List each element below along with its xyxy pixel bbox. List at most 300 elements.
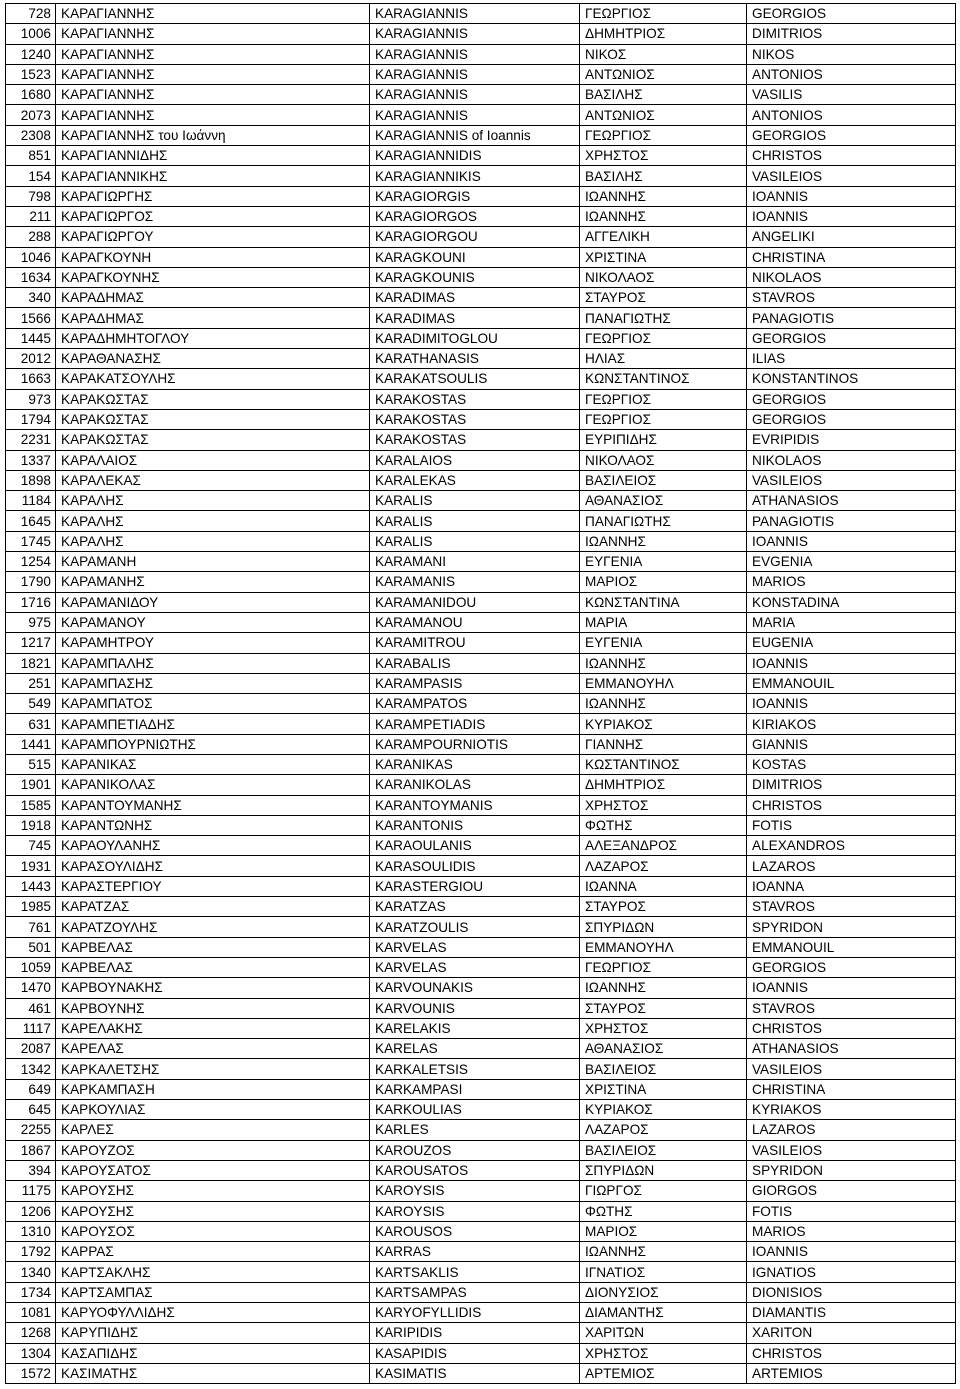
surname-latin-cell: KARELAKIS [370,1018,580,1038]
table-row [6,1039,956,1059]
surname-latin-cell: KARTSAKLIS [370,1262,580,1282]
id-cell: 1304 [6,1343,56,1363]
surname-greek-cell: ΚΑΡΑΓΚΟΥΝΗΣ [56,267,370,287]
firstname-greek-cell: ΑΘΑΝΑΣΙΟΣ [580,1039,747,1059]
table-row [6,897,956,917]
surname-latin-cell: KARADIMAS [370,288,580,308]
firstname-latin-cell: FOTIS [747,815,956,835]
id-cell: 1441 [6,734,56,754]
surname-greek-cell: ΚΑΡΟΥΣΗΣ [56,1181,370,1201]
firstname-greek-cell: ΙΩΑΝΝΗΣ [580,1242,747,1262]
surname-greek-cell: ΚΑΡΑΓΙΩΡΓΟΣ [56,206,370,226]
id-cell: 515 [6,754,56,774]
firstname-latin-cell: IOANNIS [747,653,956,673]
surname-greek-cell: ΚΑΡΑΜΠΕΤΙΑΔΗΣ [56,714,370,734]
firstname-latin-cell: XARITON [747,1323,956,1343]
surname-latin-cell: KARATZOULIS [370,917,580,937]
firstname-latin-cell: KYRIAKOS [747,1100,956,1120]
surname-greek-cell: ΚΑΡΑΛΕΚΑΣ [56,470,370,490]
surname-latin-cell: KARAKOSTAS [370,389,580,409]
firstname-latin-cell: GEORGIOS [747,4,956,24]
table-row [6,795,956,815]
firstname-latin-cell: VASILIS [747,85,956,105]
firstname-greek-cell: ΜΑΡΙΟΣ [580,1221,747,1241]
surname-greek-cell: ΚΑΡΑΔΗΜΗΤΟΓΛΟΥ [56,328,370,348]
surname-latin-cell: KARATHANASIS [370,349,580,369]
firstname-greek-cell: ΧΑΡΙΤΩΝ [580,1323,747,1343]
surname-greek-cell: ΚΑΡΑΓΙΑΝΝΗΣ [56,85,370,105]
firstname-greek-cell: ΑΛΕΞΑΝΔΡΟΣ [580,836,747,856]
table-row [6,1221,956,1241]
surname-latin-cell: KARLES [370,1120,580,1140]
firstname-greek-cell: ΒΑΣΙΛΗΣ [580,166,747,186]
firstname-greek-cell: ΠΑΝΑΓΙΩΤΗΣ [580,511,747,531]
surname-greek-cell: ΚΑΡΑΛΑΙΟΣ [56,450,370,470]
surname-latin-cell: KARAGIORGOS [370,206,580,226]
names-table [5,3,956,1384]
surname-greek-cell: ΚΑΡΑΛΗΣ [56,511,370,531]
id-cell: 1059 [6,957,56,977]
table-row [6,815,956,835]
firstname-greek-cell: ΕΥΡΙΠΙΔΗΣ [580,430,747,450]
firstname-latin-cell: ATHANASIOS [747,491,956,511]
id-cell: 1240 [6,44,56,64]
surname-greek-cell: ΚΑΡΕΛΑΚΗΣ [56,1018,370,1038]
firstname-greek-cell: ΝΙΚΟΣ [580,44,747,64]
firstname-greek-cell: ΧΡΗΣΤΟΣ [580,1018,747,1038]
firstname-greek-cell: ΕΜΜΑΝΟΥΗΛ [580,673,747,693]
id-cell: 649 [6,1079,56,1099]
id-cell: 1046 [6,247,56,267]
surname-latin-cell: KAROUSOS [370,1221,580,1241]
table-row [6,531,956,551]
firstname-greek-cell: ΒΑΣΙΛΕΙΟΣ [580,1059,747,1079]
firstname-latin-cell: VASILEIOS [747,166,956,186]
surname-latin-cell: KARELAS [370,1039,580,1059]
table-row [6,653,956,673]
firstname-greek-cell: ΔΙΟΝΥΣΙΟΣ [580,1282,747,1302]
surname-greek-cell: ΚΑΡΑΓΙΑΝΝΙΚΗΣ [56,166,370,186]
firstname-latin-cell: STAVROS [747,998,956,1018]
firstname-latin-cell: ANTONIOS [747,64,956,84]
firstname-greek-cell: ΓΕΩΡΓΙΟΣ [580,957,747,977]
firstname-greek-cell: ΣΤΑΥΡΟΣ [580,998,747,1018]
surname-greek-cell: ΚΑΡΚΟΥΛΙΑΣ [56,1100,370,1120]
firstname-latin-cell: MARIA [747,612,956,632]
firstname-latin-cell: IOANNIS [747,978,956,998]
surname-latin-cell: KARAMANIDOU [370,592,580,612]
id-cell: 1081 [6,1303,56,1323]
table-row [6,105,956,125]
firstname-greek-cell: ΚΩΝΣΤΑΝΤΙΝΑ [580,592,747,612]
table-body [6,4,956,1384]
firstname-greek-cell: ΚΩΝΣΤΑΝΤΙΝΟΣ [580,369,747,389]
firstname-greek-cell: ΝΙΚΟΛΑΟΣ [580,450,747,470]
firstname-greek-cell: ΓΙΩΡΓΟΣ [580,1181,747,1201]
table-row [6,1140,956,1160]
surname-greek-cell: ΚΑΡΑΔΗΜΑΣ [56,288,370,308]
firstname-greek-cell: ΛΑΖΑΡΟΣ [580,1120,747,1140]
surname-greek-cell: ΚΑΣΑΠΙΔΗΣ [56,1343,370,1363]
id-cell: 394 [6,1160,56,1180]
table-row [6,146,956,166]
firstname-greek-cell: ΙΩΑΝΝΗΣ [580,694,747,714]
surname-greek-cell: ΚΑΡΟΥΣΑΤΟΣ [56,1160,370,1180]
firstname-latin-cell: NIKOLAOS [747,450,956,470]
firstname-latin-cell: EMMANOUIL [747,673,956,693]
table-row [6,450,956,470]
surname-latin-cell: KARADIMITOGLOU [370,328,580,348]
id-cell: 1585 [6,795,56,815]
firstname-greek-cell: ΓΕΩΡΓΙΟΣ [580,125,747,145]
id-cell: 631 [6,714,56,734]
table-row [6,1059,956,1079]
surname-latin-cell: KARAMANI [370,552,580,572]
id-cell: 1821 [6,653,56,673]
firstname-greek-cell: ΚΥΡΙΑΚΟΣ [580,1100,747,1120]
firstname-latin-cell: GEORGIOS [747,125,956,145]
table-row [6,288,956,308]
surname-latin-cell: KARVELAS [370,957,580,977]
firstname-latin-cell: GEORGIOS [747,957,956,977]
surname-latin-cell: KASIMATIS [370,1363,580,1383]
surname-greek-cell: ΚΑΡΒΟΥΝΗΣ [56,998,370,1018]
surname-greek-cell: ΚΑΡΑΤΖΟΥΛΗΣ [56,917,370,937]
firstname-greek-cell: ΔΗΜΗΤΡΙΟΣ [580,24,747,44]
surname-latin-cell: KAROUZOS [370,1140,580,1160]
id-cell: 2308 [6,125,56,145]
id-cell: 645 [6,1100,56,1120]
surname-greek-cell: ΚΑΡΑΟΥΛΑΝΗΣ [56,836,370,856]
table-row [6,1160,956,1180]
firstname-latin-cell: CHRISTOS [747,146,956,166]
firstname-greek-cell: ΦΩΤΗΣ [580,815,747,835]
surname-greek-cell: ΚΑΡΡΑΣ [56,1242,370,1262]
table-row [6,1282,956,1302]
table-row [6,1303,956,1323]
table-row [6,1323,956,1343]
id-cell: 1566 [6,308,56,328]
firstname-greek-cell: ΙΩΑΝΝΗΣ [580,186,747,206]
surname-latin-cell: KARAMANOU [370,612,580,632]
surname-greek-cell: ΚΑΡΟΥΣΗΣ [56,1201,370,1221]
firstname-latin-cell: IOANNA [747,876,956,896]
surname-latin-cell: KARAGKOUNI [370,247,580,267]
table-row [6,1242,956,1262]
surname-latin-cell: KARVOUNAKIS [370,978,580,998]
surname-latin-cell: KARKAMPASI [370,1079,580,1099]
firstname-latin-cell: DIMITRIOS [747,775,956,795]
surname-greek-cell: ΚΑΡΑΚΩΣΤΑΣ [56,389,370,409]
firstname-latin-cell: NIKOS [747,44,956,64]
firstname-greek-cell: ΓΕΩΡΓΙΟΣ [580,409,747,429]
firstname-greek-cell: ΙΓΝΑΤΙΟΣ [580,1262,747,1282]
surname-latin-cell: KARKOULIAS [370,1100,580,1120]
table-row [6,734,956,754]
surname-greek-cell: ΚΑΡΑΣΟΥΛΙΔΗΣ [56,856,370,876]
surname-greek-cell: ΚΑΡΑΝΙΚΑΣ [56,754,370,774]
firstname-latin-cell: EMMANOUIL [747,937,956,957]
surname-greek-cell: ΚΑΡΑΓΙΑΝΝΗΣ του Ιωάννη [56,125,370,145]
firstname-greek-cell: ΦΩΤΗΣ [580,1201,747,1221]
id-cell: 745 [6,836,56,856]
surname-latin-cell: KARASTERGIOU [370,876,580,896]
table-row [6,876,956,896]
surname-latin-cell: KARYOFYLLIDIS [370,1303,580,1323]
id-cell: 1184 [6,491,56,511]
firstname-greek-cell: ΣΤΑΥΡΟΣ [580,288,747,308]
table-row [6,24,956,44]
id-cell: 1523 [6,64,56,84]
id-cell: 1745 [6,531,56,551]
id-cell: 1716 [6,592,56,612]
id-cell: 1206 [6,1201,56,1221]
surname-greek-cell: ΚΑΡΑΓΚΟΥΝΗ [56,247,370,267]
surname-greek-cell: ΚΑΡΟΥΣΟΣ [56,1221,370,1241]
surname-greek-cell: ΚΑΡΑΣΤΕΡΓΙΟΥ [56,876,370,896]
surname-latin-cell: KARAMPASIS [370,673,580,693]
firstname-latin-cell: CHRISTINA [747,1079,956,1099]
surname-latin-cell: KARAMANIS [370,572,580,592]
firstname-latin-cell: DIAMANTIS [747,1303,956,1323]
firstname-greek-cell: ΙΩΑΝΝΗΣ [580,531,747,551]
surname-greek-cell: ΚΑΡΑΜΠΑΛΗΣ [56,653,370,673]
firstname-latin-cell: GIANNIS [747,734,956,754]
firstname-greek-cell: ΜΑΡΙΟΣ [580,572,747,592]
surname-greek-cell: ΚΑΡΑΓΙΑΝΝΗΣ [56,64,370,84]
table-row [6,186,956,206]
id-cell: 2073 [6,105,56,125]
surname-greek-cell: ΚΑΡΚΑΜΠΑΣΗ [56,1079,370,1099]
surname-latin-cell: KARAGIORGOU [370,227,580,247]
surname-latin-cell: KARALIS [370,491,580,511]
firstname-latin-cell: KONSTANTINOS [747,369,956,389]
surname-greek-cell: ΚΑΡΑΚΑΤΣΟΥΛΗΣ [56,369,370,389]
id-cell: 1645 [6,511,56,531]
firstname-latin-cell: EUGENIA [747,633,956,653]
firstname-greek-cell: ΒΑΣΙΛΕΙΟΣ [580,1140,747,1160]
firstname-latin-cell: ANGELIKI [747,227,956,247]
surname-greek-cell: ΚΑΡΑΜΠΑΣΗΣ [56,673,370,693]
surname-latin-cell: KARAMPATOS [370,694,580,714]
surname-latin-cell: KARAGIANNIS [370,85,580,105]
firstname-greek-cell: ΙΩΑΝΝΗΣ [580,978,747,998]
table-row [6,64,956,84]
surname-greek-cell: ΚΑΡΑΜΑΝΟΥ [56,612,370,632]
surname-greek-cell: ΚΑΡΥΟΦΥΛΛΙΔΗΣ [56,1303,370,1323]
surname-latin-cell: KARABALIS [370,653,580,673]
firstname-latin-cell: PANAGIOTIS [747,511,956,531]
surname-latin-cell: KARALIS [370,531,580,551]
firstname-latin-cell: NIKOLAOS [747,267,956,287]
id-cell: 1342 [6,1059,56,1079]
table-row [6,166,956,186]
firstname-latin-cell: DIMITRIOS [747,24,956,44]
firstname-latin-cell: EVGENIA [747,552,956,572]
firstname-latin-cell: MARIOS [747,1221,956,1241]
firstname-latin-cell: IGNATIOS [747,1262,956,1282]
firstname-latin-cell: GEORGIOS [747,409,956,429]
firstname-latin-cell: ILIAS [747,349,956,369]
table-row [6,694,956,714]
firstname-greek-cell: ΑΡΤΕΜΙΟΣ [580,1363,747,1383]
table-row [6,633,956,653]
table-row [6,308,956,328]
surname-latin-cell: KARVOUNIS [370,998,580,1018]
firstname-latin-cell: DIONISIOS [747,1282,956,1302]
firstname-greek-cell: ΧΡΗΣΤΟΣ [580,146,747,166]
id-cell: 1310 [6,1221,56,1241]
id-cell: 973 [6,389,56,409]
id-cell: 154 [6,166,56,186]
table-row [6,1100,956,1120]
firstname-latin-cell: SPYRIDON [747,1160,956,1180]
surname-greek-cell: ΚΑΡΑΓΙΩΡΓΟΥ [56,227,370,247]
firstname-greek-cell: ΚΩΣΤΑΝΤΙΝΟΣ [580,754,747,774]
surname-greek-cell: ΚΑΡΑΓΙΑΝΝΙΔΗΣ [56,146,370,166]
firstname-greek-cell: ΚΥΡΙΑΚΟΣ [580,714,747,734]
firstname-latin-cell: GEORGIOS [747,389,956,409]
id-cell: 1901 [6,775,56,795]
firstname-latin-cell: IOANNIS [747,694,956,714]
surname-greek-cell: ΚΑΡΑΜΑΝΗΣ [56,572,370,592]
surname-latin-cell: KARAGIANNIS [370,44,580,64]
surname-greek-cell: ΚΑΡΛΕΣ [56,1120,370,1140]
surname-greek-cell: ΚΑΡΑΤΖΑΣ [56,897,370,917]
id-cell: 251 [6,673,56,693]
id-cell: 1931 [6,856,56,876]
firstname-greek-cell: ΙΩΑΝΝΑ [580,876,747,896]
surname-greek-cell: ΚΑΡΒΟΥΝΑΚΗΣ [56,978,370,998]
table-row [6,917,956,937]
firstname-greek-cell: ΧΡΙΣΤΙΝΑ [580,247,747,267]
firstname-latin-cell: VASILEIOS [747,470,956,490]
id-cell: 975 [6,612,56,632]
firstname-greek-cell: ΓΕΩΡΓΙΟΣ [580,328,747,348]
surname-greek-cell: ΚΑΡΕΛΑΣ [56,1039,370,1059]
id-cell: 549 [6,694,56,714]
table-row [6,389,956,409]
surname-greek-cell: ΚΑΡΑΓΙΑΝΝΗΣ [56,105,370,125]
surname-latin-cell: KARAKATSOULIS [370,369,580,389]
firstname-latin-cell: VASILEIOS [747,1140,956,1160]
surname-latin-cell: KARAMPETIADIS [370,714,580,734]
firstname-latin-cell: LAZAROS [747,1120,956,1140]
firstname-greek-cell: ΝΙΚΟΛΑΟΣ [580,267,747,287]
surname-latin-cell: KARAMPOURNIOTIS [370,734,580,754]
surname-greek-cell: ΚΑΡΑΚΩΣΤΑΣ [56,409,370,429]
firstname-latin-cell: SPYRIDON [747,917,956,937]
surname-latin-cell: KARAGKOUNIS [370,267,580,287]
firstname-latin-cell: STAVROS [747,897,956,917]
id-cell: 1898 [6,470,56,490]
id-cell: 1443 [6,876,56,896]
id-cell: 1572 [6,1363,56,1383]
surname-latin-cell: KARAGIANNIDIS [370,146,580,166]
table-row [6,754,956,774]
table-row [6,978,956,998]
surname-greek-cell: ΚΑΡΑΜΠΟΥΡΝΙΩΤΗΣ [56,734,370,754]
table-row [6,1262,956,1282]
surname-latin-cell: KARAGIANNIS [370,105,580,125]
surname-latin-cell: KARAGIANNIS [370,4,580,24]
firstname-greek-cell: ΣΤΑΥΡΟΣ [580,897,747,917]
id-cell: 1340 [6,1262,56,1282]
table-row [6,937,956,957]
firstname-latin-cell: KOSTAS [747,754,956,774]
firstname-latin-cell: CHRISTINA [747,247,956,267]
table-row [6,4,956,24]
firstname-latin-cell: FOTIS [747,1201,956,1221]
firstname-latin-cell: ATHANASIOS [747,1039,956,1059]
surname-greek-cell: ΚΑΡΑΝΙΚΟΛΑΣ [56,775,370,795]
firstname-greek-cell: ΑΝΤΩΝΙΟΣ [580,64,747,84]
firstname-greek-cell: ΔΗΜΗΤΡΙΟΣ [580,775,747,795]
table-row [6,572,956,592]
firstname-latin-cell: ARTEMIOS [747,1363,956,1383]
table-row [6,125,956,145]
table-row [6,856,956,876]
id-cell: 501 [6,937,56,957]
id-cell: 211 [6,206,56,226]
surname-latin-cell: KARAOULANIS [370,836,580,856]
surname-greek-cell: ΚΑΣΙΜΑΤΗΣ [56,1363,370,1383]
firstname-latin-cell: IOANNIS [747,206,956,226]
id-cell: 1470 [6,978,56,998]
id-cell: 461 [6,998,56,1018]
table-row [6,409,956,429]
firstname-greek-cell: ΑΘΑΝΑΣΙΟΣ [580,491,747,511]
surname-greek-cell: ΚΑΡΑΛΗΣ [56,491,370,511]
firstname-greek-cell: ΒΑΣΙΛΕΙΟΣ [580,470,747,490]
firstname-greek-cell: ΙΩΑΝΝΗΣ [580,653,747,673]
surname-latin-cell: KARAGIANNIS of Ioannis [370,125,580,145]
firstname-latin-cell: EVRIPIDIS [747,430,956,450]
table-row [6,836,956,856]
firstname-greek-cell: ΠΑΝΑΓΙΩΤΗΣ [580,308,747,328]
firstname-latin-cell: CHRISTOS [747,795,956,815]
surname-latin-cell: KAROYSIS [370,1201,580,1221]
id-cell: 1445 [6,328,56,348]
firstname-latin-cell: CHRISTOS [747,1018,956,1038]
firstname-greek-cell: ΕΜΜΑΝΟΥΗΛ [580,937,747,957]
id-cell: 1117 [6,1018,56,1038]
firstname-greek-cell: ΓΕΩΡΓΙΟΣ [580,4,747,24]
surname-greek-cell: ΚΑΡΑΔΗΜΑΣ [56,308,370,328]
firstname-greek-cell: ΣΠΥΡΙΔΩΝ [580,917,747,937]
surname-latin-cell: KARVELAS [370,937,580,957]
surname-greek-cell: ΚΑΡΤΣΑΚΛΗΣ [56,1262,370,1282]
firstname-latin-cell: VASILEIOS [747,1059,956,1079]
table-row [6,1201,956,1221]
id-cell: 1634 [6,267,56,287]
surname-latin-cell: KARANIKAS [370,754,580,774]
table-row [6,267,956,287]
id-cell: 2231 [6,430,56,450]
surname-greek-cell: ΚΑΡΑΛΗΣ [56,531,370,551]
surname-greek-cell: ΚΑΡΑΓΙΑΝΝΗΣ [56,4,370,24]
table-row [6,206,956,226]
table-row [6,775,956,795]
table-row [6,328,956,348]
surname-latin-cell: KARAGIANNIS [370,64,580,84]
firstname-latin-cell: IOANNIS [747,186,956,206]
surname-latin-cell: KARAGIANNIKIS [370,166,580,186]
surname-greek-cell: ΚΑΡΑΜΠΑΤΟΣ [56,694,370,714]
firstname-latin-cell: CHRISTOS [747,1343,956,1363]
id-cell: 1794 [6,409,56,429]
surname-latin-cell: KARALEKAS [370,470,580,490]
